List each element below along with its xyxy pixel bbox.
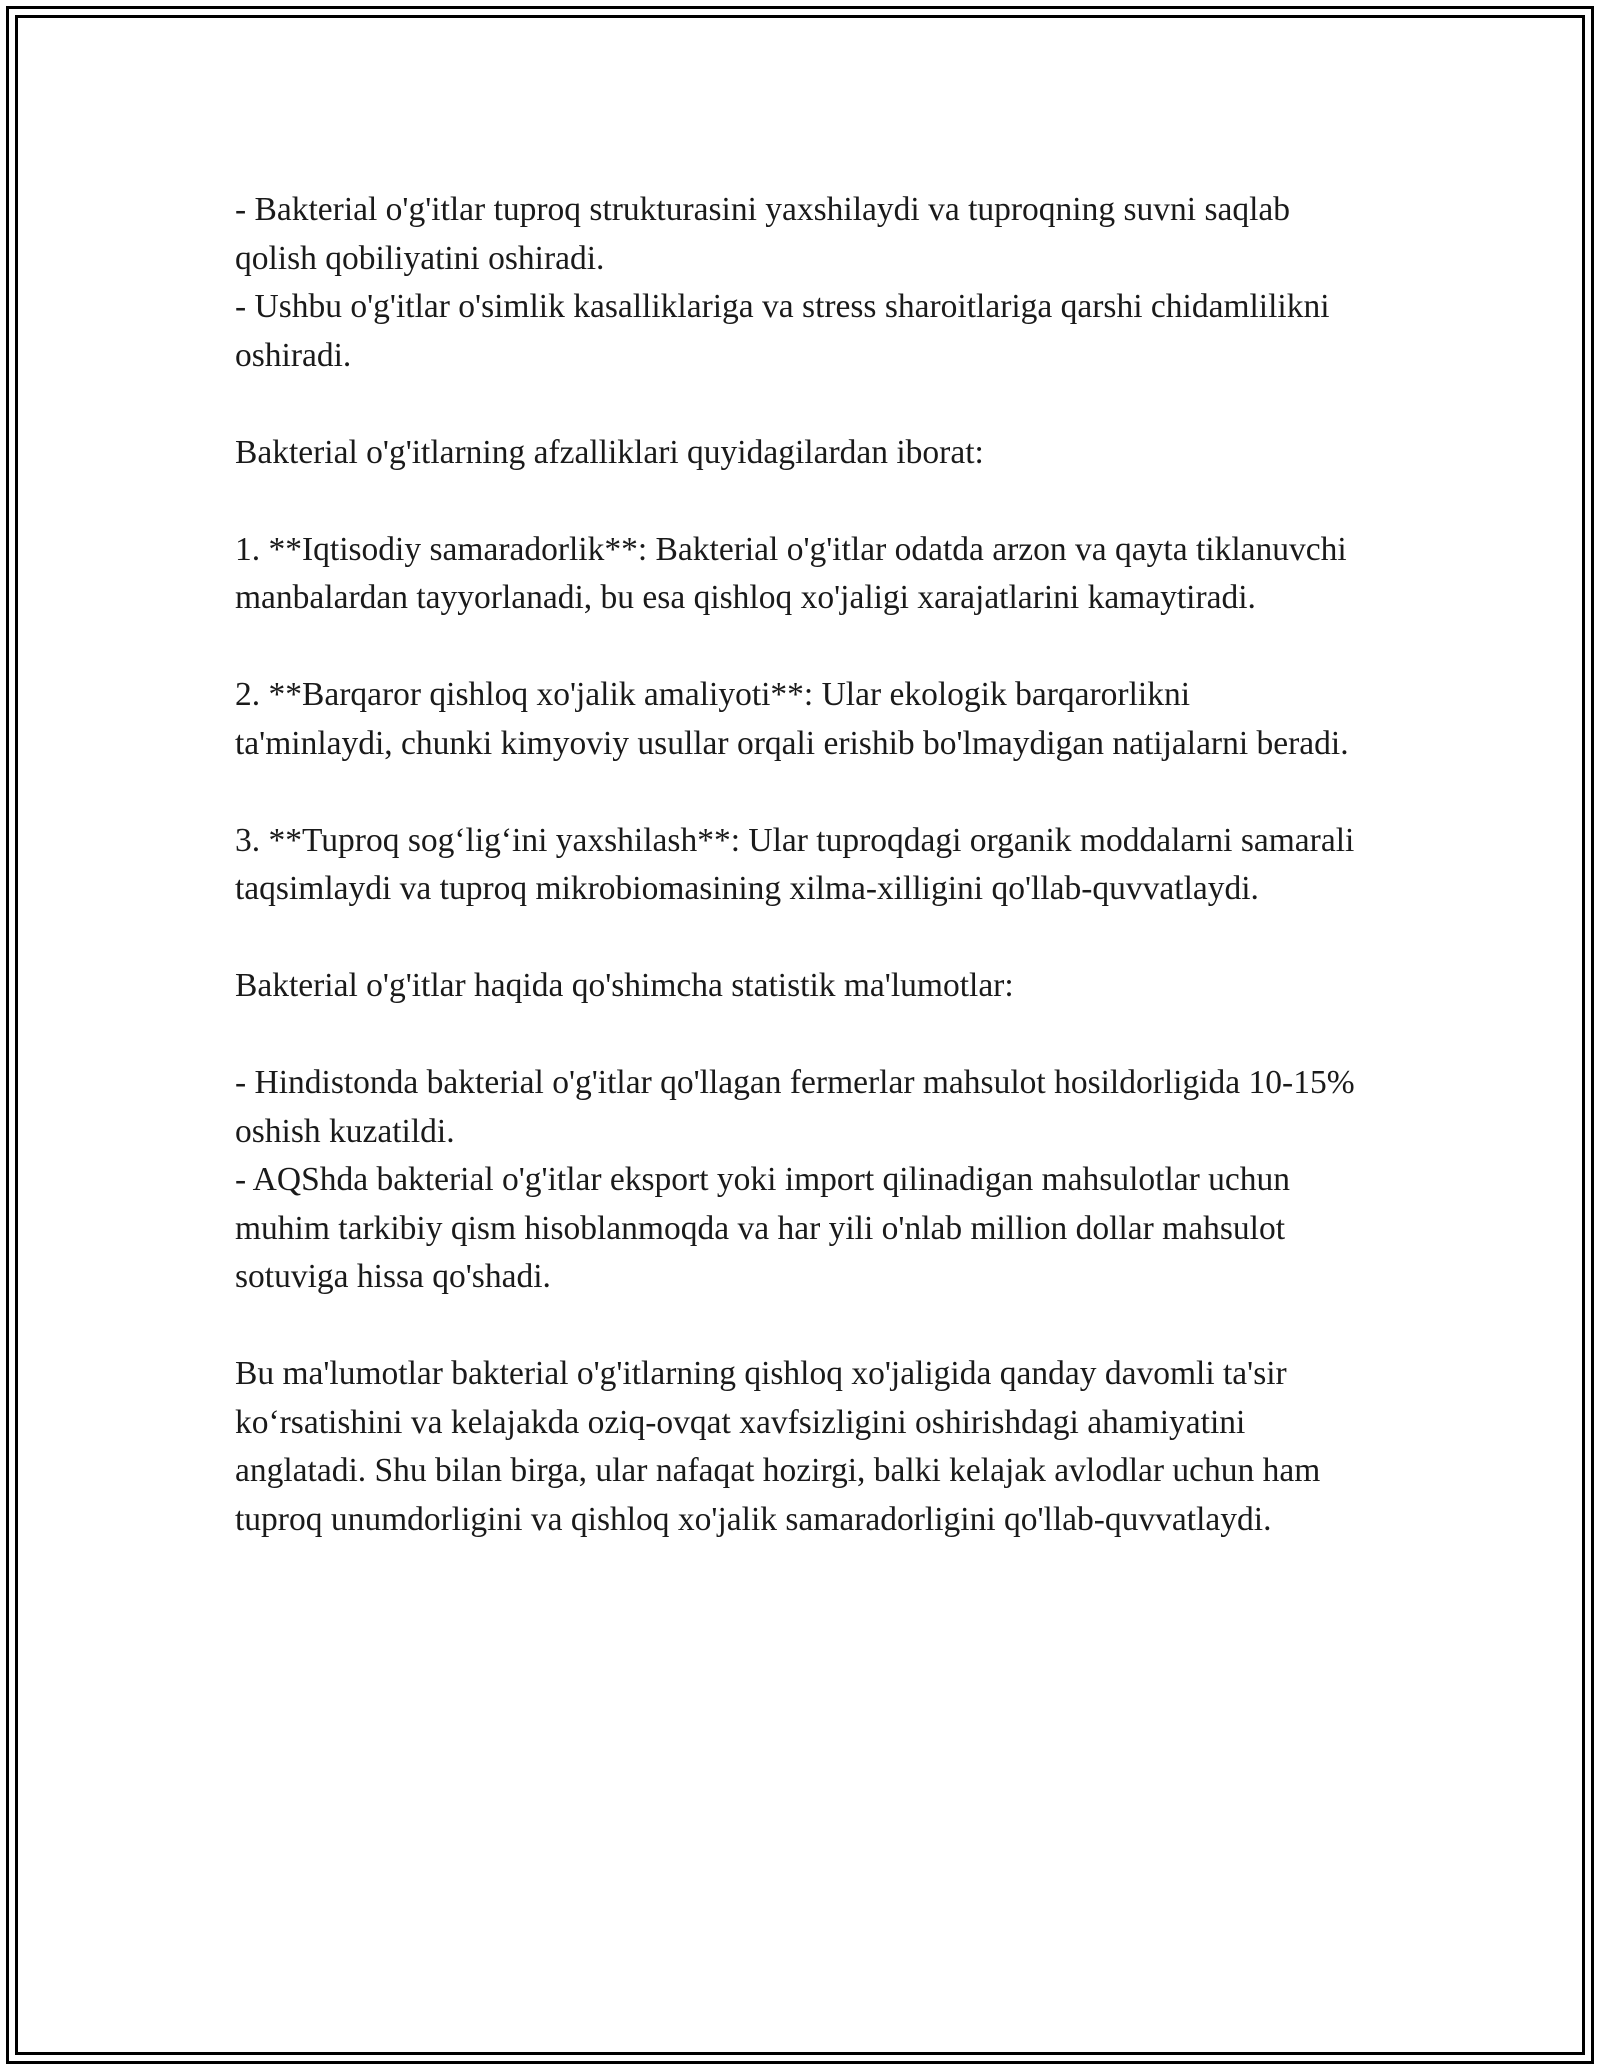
- advantage-3-text: 3. **Tuproq sog‘lig‘ini yaxshilash**: Ular tuproqdagi organik moddalarni samarali taqsimlaydi va tuproq mikrobiomasining xilma-xilligini qo'llab-quvvatlaydi.: [235, 821, 1355, 907]
- bullet-disease-resistance: - Ushbu o'g'itlar o'simlik kasalliklariga va stress sharoitlariga qarshi chidamlilikni oshiradi.: [235, 288, 1330, 374]
- bullet-usa-statistic: - AQShda bakterial o'g'itlar eksport yoki import qilinadigan mahsulotlar uchun muhim tarkibiy qism hisoblanmoqda va har yili o'nlab million dollar mahsulot sotuviga hissa qo'shadi.: [235, 1161, 1291, 1295]
- paragraph-conclusion: [235, 1350, 1355, 1544]
- advantage-2-text: 2. **Barqaror qishloq xo'jalik amaliyoti**: Ular ekologik barqarorlikni ta'minlaydi, chunki kimyoviy usullar orqali erishib bo'lmaydigan natijalarni beradi.: [235, 676, 1349, 762]
- advantage-1-text: 1. **Iqtisodiy samaradorlik**: Bakterial o'g'itlar odatda arzon va qayta tiklanuvchi manbalardan tayyorlanadi, bu esa qishloq xo'jaligi xarajatlarini kamaytiradi.: [235, 530, 1347, 616]
- advantages-intro-text: Bakterial o'g'itlarning afzalliklari quyidagilardan iborat:: [235, 433, 984, 471]
- document-body: [235, 186, 1355, 1544]
- bullet-soil-structure: - Bakterial o'g'itlar tuproq strukturasini yaxshilaydi va tuproqning suvni saqlab qolish qobiliyatini oshiradi.: [235, 191, 1291, 277]
- bullet-india-statistic: - Hindistonda bakterial o'g'itlar qo'llagan fermerlar mahsulot hosildorligida 10-15% oshish kuzatildi.: [235, 1064, 1355, 1150]
- conclusion-text: Bu ma'lumotlar bakterial o'g'itlarning qishloq xo'jaligida qanday davomli ta'sir ko‘rsatishini va kelajakda oziq-ovqat xavfsizligini oshirishdagi ahamiyatini anglatadi. Shu bilan birga, ular nafaqat hozirgi, balki kelajak avlodlar uchun ham tuproq unumdorligini va qishloq xo'jalik samaradorligini qo'llab-quvvatlaydi.: [235, 1355, 1321, 1538]
- paragraph-advantage-2: [235, 671, 1355, 768]
- paragraph-statistics-intro: [235, 962, 1355, 1011]
- paragraph-advantages-intro: [235, 429, 1355, 478]
- paragraph-statistics: [235, 1059, 1355, 1302]
- paragraph-soil-benefits: [235, 186, 1355, 380]
- paragraph-advantage-3: [235, 817, 1355, 914]
- paragraph-advantage-1: [235, 526, 1355, 623]
- statistics-intro-text: Bakterial o'g'itlar haqida qo'shimcha statistik ma'lumotlar:: [235, 967, 1014, 1004]
